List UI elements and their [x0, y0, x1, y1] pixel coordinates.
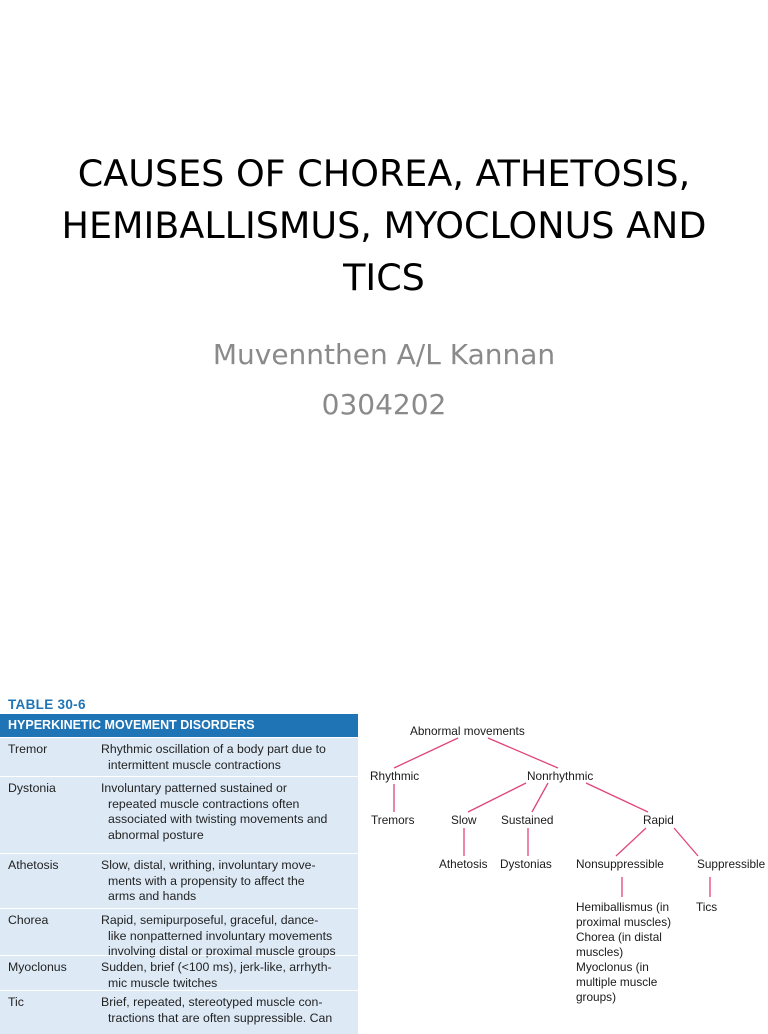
definition-line: like nonpatterned involuntary movements: [108, 928, 333, 943]
node-sustained: Sustained: [501, 813, 554, 827]
slide-title-line: TICS: [343, 256, 425, 299]
definition-line: mic muscle twitches: [108, 975, 218, 990]
connector-line: [488, 738, 558, 768]
movement-classification-diagram: [358, 714, 768, 1024]
definition-line: associated with twisting movements and: [108, 812, 328, 826]
slide-title-line: HEMIBALLISMUS, MYOCLONUS AND: [61, 204, 707, 247]
definition-line: Sudden, brief (<100 ms), jerk-like, arrhyth-: [101, 960, 332, 974]
node-slow: Slow: [451, 813, 477, 827]
node-dystonias: Dystonias: [500, 857, 552, 871]
definition-line: tractions that are often suppressible. Can: [108, 1010, 333, 1025]
connector-line: [394, 738, 458, 768]
table-row: [0, 776, 358, 853]
definition-line: intermittent muscle contractions: [108, 757, 281, 772]
row-term: Chorea: [8, 913, 49, 927]
list-line: Myoclonus (in: [576, 960, 649, 974]
row-definition: [101, 742, 357, 773]
definition-line: involving distal or proximal muscle groups: [108, 944, 336, 958]
row-term: Tic: [8, 995, 24, 1009]
definition-line: Involuntary patterned sustained or: [101, 781, 287, 795]
definition-line: Rhythmic oscillation of a body part due to: [101, 742, 326, 756]
hyperkinetic-table: [0, 714, 358, 1034]
row-term: Athetosis: [8, 858, 59, 872]
table-row: [0, 853, 358, 908]
list-line: Chorea (in distal: [576, 930, 662, 944]
row-definition: [101, 913, 357, 960]
node-rhythmic: Rhythmic: [370, 769, 420, 783]
definition-line: abnormal posture: [108, 827, 204, 842]
row-definition: [101, 995, 357, 1026]
table-row: [0, 908, 358, 958]
list-line: groups): [576, 990, 616, 1004]
row-definition: [101, 858, 357, 905]
definition-line: repeated muscle contractions often: [108, 796, 300, 811]
slide-title-line: CAUSES OF CHOREA, ATHETOSIS,: [77, 152, 691, 195]
connector-line: [674, 828, 698, 856]
row-term: Myoclonus: [8, 960, 67, 974]
node-rapid: Rapid: [643, 813, 674, 827]
node-tics: Tics: [696, 900, 718, 914]
row-definition: [101, 960, 357, 991]
row-term: Dystonia: [8, 781, 56, 795]
table-row: [0, 737, 358, 776]
diagram-svg: [358, 714, 768, 1024]
definition-line: arms and hands: [108, 889, 197, 903]
table-header: HYPERKINETIC MOVEMENT DISORDERS: [0, 714, 358, 737]
list-line: Hemiballismus (in: [576, 900, 670, 914]
connector-line: [532, 783, 548, 812]
list-line: muscles): [576, 945, 624, 959]
definition-line: Rapid, semipurposeful, graceful, dance-: [101, 913, 319, 927]
table-row: [0, 955, 358, 990]
node-tremors: Tremors: [371, 813, 415, 827]
list-line: multiple muscle: [576, 975, 658, 989]
connector-line: [616, 828, 646, 856]
author-name: Muvennthen A/L Kannan: [212, 338, 556, 371]
definition-line: Slow, distal, writhing, involuntary move-: [101, 858, 316, 872]
node-abnormal-movements: Abnormal movements: [410, 724, 525, 738]
node-nonsuppressible: Nonsuppressible: [576, 857, 664, 871]
slide-subtitle: [0, 330, 768, 430]
nonsuppressible-list: [576, 900, 671, 1004]
id-number: 0304202: [321, 388, 447, 421]
node-suppressible: Suppressible: [697, 857, 766, 871]
table-label: TABLE 30-6: [8, 697, 86, 712]
node-nonrhythmic: Nonrhythmic: [527, 769, 594, 783]
definition-line: ments with a propensity to affect the: [108, 873, 305, 888]
row-definition: [101, 781, 357, 843]
connector-line: [586, 783, 648, 812]
definition-line: Brief, repeated, stereotyped muscle con-: [101, 995, 323, 1009]
table-row: [0, 990, 358, 1034]
node-athetosis: Athetosis: [439, 857, 488, 871]
list-line: proximal muscles): [576, 915, 672, 929]
connector-line: [468, 783, 526, 812]
slide-title: [40, 148, 728, 304]
row-term: Tremor: [8, 742, 48, 756]
